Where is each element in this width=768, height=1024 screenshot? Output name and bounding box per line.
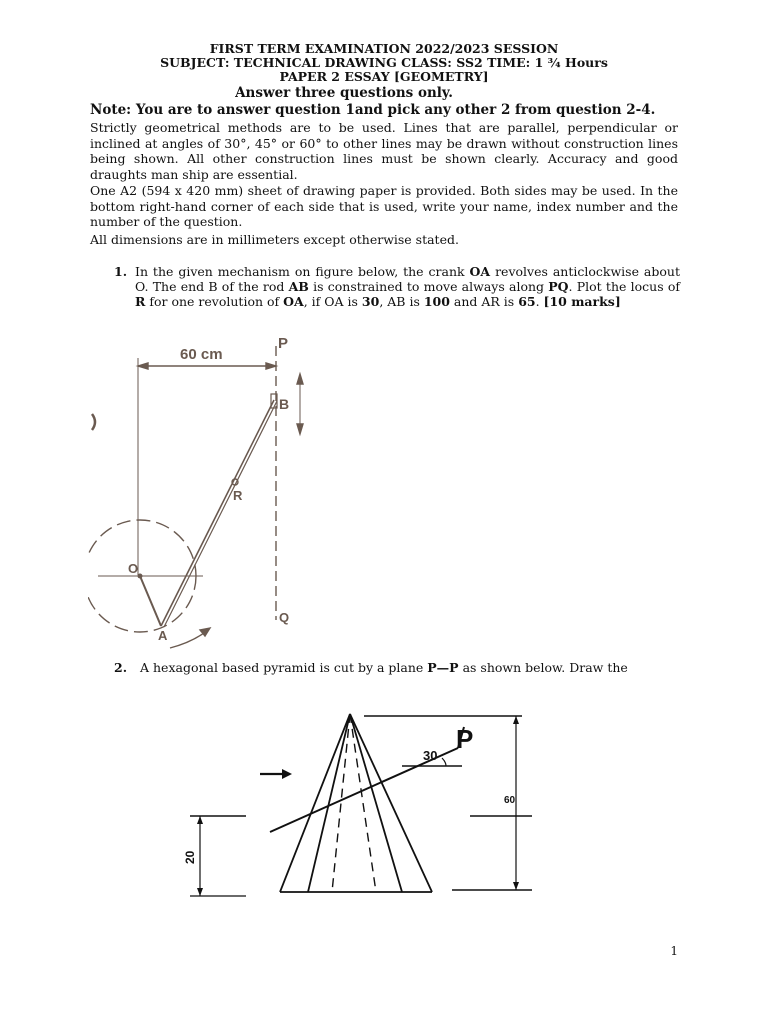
- exam-title: FIRST TERM EXAMINATION 2022/2023 SESSION: [209, 41, 559, 56]
- label-dimension: 60 cm: [180, 346, 223, 363]
- figure-hexagonal-pyramid: [180, 700, 550, 905]
- rod-ab: [161, 400, 274, 626]
- partial-mark: [92, 414, 95, 430]
- answer-instruction: Answer three questions only.: [235, 85, 453, 101]
- label-angle: 30: [423, 748, 438, 763]
- question-1-number: 1.: [114, 264, 128, 279]
- label-plane-p: P: [456, 724, 474, 754]
- label-height-60: 60: [504, 795, 516, 806]
- pyramid-edge-inner-right: [350, 714, 402, 892]
- label-b: B: [279, 396, 290, 412]
- label-q: Q: [279, 610, 290, 625]
- note: Note: You are to answer question 1and pick any other 2 from question 2-4.: [90, 102, 656, 118]
- subject-line: SUBJECT: TECHNICAL DRAWING CLASS: SS2 TIME: 1 ¾ Hours: [160, 55, 608, 70]
- dim-arrow-top: [513, 716, 519, 724]
- paper-line: PAPER 2 ESSAY [GEOMETRY]: [279, 69, 489, 84]
- dim-arrow-bottom: [513, 882, 519, 890]
- dimension-arrow-right: [266, 363, 276, 369]
- slider-arrow-up: [297, 374, 303, 384]
- instruction-3: All dimensions are in millimeters except otherwise stated.: [90, 232, 459, 247]
- slider-arrow-down: [297, 424, 303, 434]
- label-p: P: [278, 335, 289, 352]
- label-o: O: [128, 561, 139, 576]
- pyramid-edge-right: [350, 714, 432, 892]
- page-number: 1: [670, 944, 678, 958]
- dim-arrow-left-bottom: [197, 888, 203, 896]
- dimension-arrow-left: [138, 363, 148, 369]
- rod-ab-edge: [164, 401, 277, 627]
- figure-crank-mechanism: [88, 330, 328, 650]
- label-r: R: [233, 488, 243, 503]
- point-o: [138, 574, 143, 579]
- label-a: A: [158, 628, 168, 643]
- instruction-1: Strictly geometrical methods are to be used. Lines that are parallel, perpendicular or inclined at angles of 30°, 45° or 60° to other lines may be drawn without construction lines being shown. All other construction lines must be shown clearly. Accuracy and good draughts man ship are essential.: [90, 120, 678, 182]
- instruction-2: One A2 (594 x 420 mm) sheet of drawing paper is provided. Both sides may be used. In the bottom right-hand corner of each side that is used, write your name, index number and the number of the question.: [90, 183, 678, 229]
- question-1-text: In the given mechanism on figure below, the crank OA revolves anticlockwise about O. The end B of the rod AB is constrained to move always along PQ. Plot the locus of R for one revolution of OA, if OA is 30, AB is 100 and AR is 65. [10 marks]: [135, 264, 680, 309]
- crank-oa: [140, 576, 161, 626]
- question-2-text: A hexagonal based pyramid is cut by a plane P—P as shown below. Draw the: [140, 660, 628, 675]
- question-2-number: 2.: [114, 660, 128, 675]
- angle-arc: [442, 758, 446, 766]
- view-arrow-head: [282, 769, 292, 779]
- dim-arrow-left-top: [197, 816, 203, 824]
- label-height-20: 20: [183, 850, 197, 864]
